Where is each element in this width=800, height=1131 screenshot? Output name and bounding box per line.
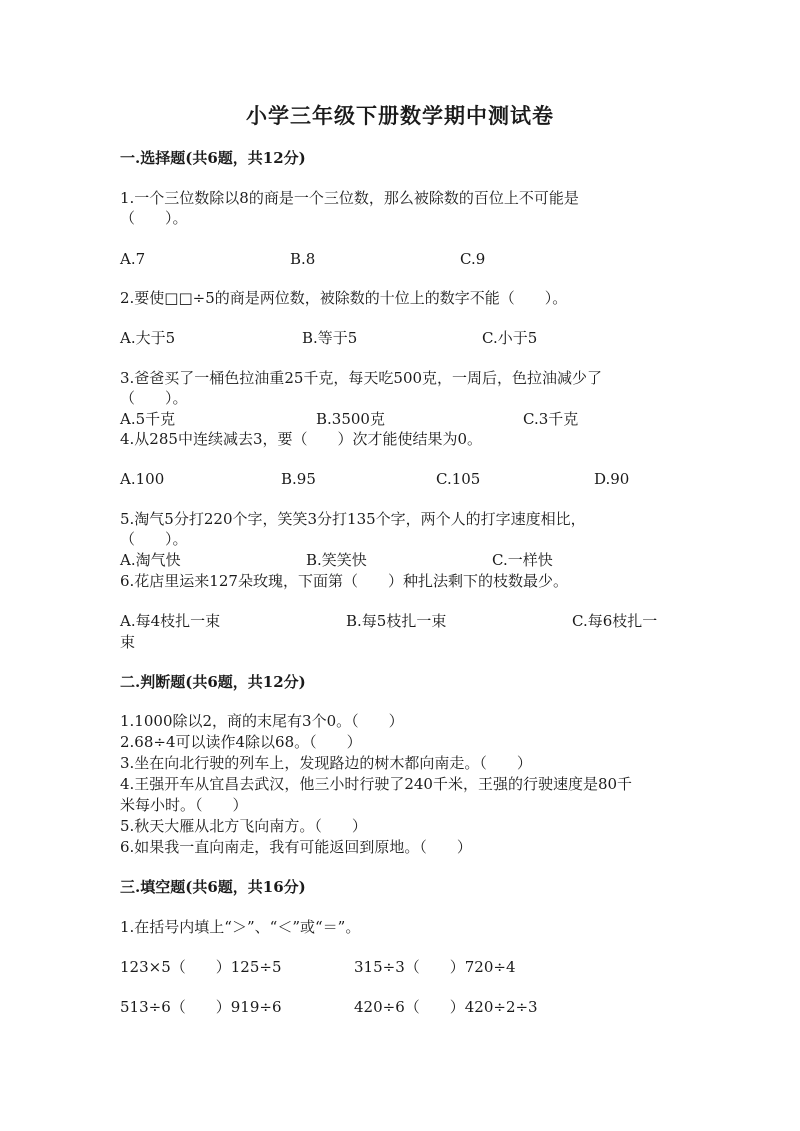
option: A.7 [120,250,146,268]
judgement-item: 米每小时。（ ） [120,796,248,814]
option: D.90 [594,470,630,488]
judgement-item: 4.王强开车从宜昌去武汉，他三小时行驶了240千米，王强的行驶速度是80千 [120,775,633,793]
option: B.等于5 [302,329,358,347]
option: C.一样快 [492,551,553,569]
page-title: 小学三年级下册数学期中测试卷 [246,103,554,128]
question-stem: （ ）。 [120,389,188,407]
comparison-item: 513÷6（ ）919÷6 [120,998,282,1016]
comparison-item: 420÷6（ ）420÷2÷3 [354,998,538,1016]
option: A.大于5 [120,329,176,347]
option: C.小于5 [482,329,538,347]
option: B.3500克 [316,410,385,428]
question-stem: 4.从285中连续减去3，要（ ）次才能使结果为0。 [120,430,483,448]
section-heading-judgement: 二.判断题(共6题，共12分) [120,673,306,691]
option: C.9 [460,250,486,268]
question-stem: 2.要使□□÷5的商是两位数，被除数的十位上的数字不能（ ）。 [120,289,568,307]
comparison-item: 315÷3（ ）720÷4 [354,958,516,976]
section-heading-fill: 三.填空题(共6题，共16分) [120,878,306,896]
judgement-item: 1.1000除以2，商的末尾有3个0。（ ） [120,712,404,730]
option: B.笑笑快 [306,551,367,569]
question-stem: （ ）。 [120,209,188,227]
option: B.95 [281,470,316,488]
judgement-item: 5.秋天大雁从北方飞向南方。（ ） [120,817,367,835]
option-continued: 束 [120,633,136,651]
question-stem: 1.一个三位数除以8的商是一个三位数，那么被除数的百位上不可能是 [120,189,579,207]
option: A.5千克 [120,410,176,428]
judgement-item: 6.如果我一直向南走，我有可能返回到原地。（ ） [120,838,472,856]
option: C.每6枝扎一 [572,612,658,630]
question-stem: 3.爸爸买了一桶色拉油重25千克，每天吃500克，一周后，色拉油减少了 [120,369,603,387]
option: A.每4枝扎一束 [120,612,221,630]
fill-intro: 1.在括号内填上“＞”、“＜”或“＝”。 [120,918,361,936]
option: C.105 [436,470,481,488]
option: C.3千克 [523,410,579,428]
section-heading-choice: 一.选择题(共6题，共12分) [120,149,306,167]
judgement-item: 2.68÷4可以读作4除以68。（ ） [120,733,362,751]
option: A.淘气快 [120,551,181,569]
comparison-item: 123×5（ ）125÷5 [120,958,282,976]
option: A.100 [120,470,165,488]
question-stem: （ ）。 [120,530,188,548]
judgement-item: 3.坐在向北行驶的列车上，发现路边的树木都向南走。（ ） [120,754,532,772]
option: B.8 [290,250,316,268]
option: B.每5枝扎一束 [346,612,447,630]
question-stem: 5.淘气5分打220个字，笑笑3分打135个字，两个人的打字速度相比， [120,510,586,528]
question-stem: 6.花店里运来127朵玫瑰，下面第（ ）种扎法剩下的枝数最少。 [120,572,568,590]
